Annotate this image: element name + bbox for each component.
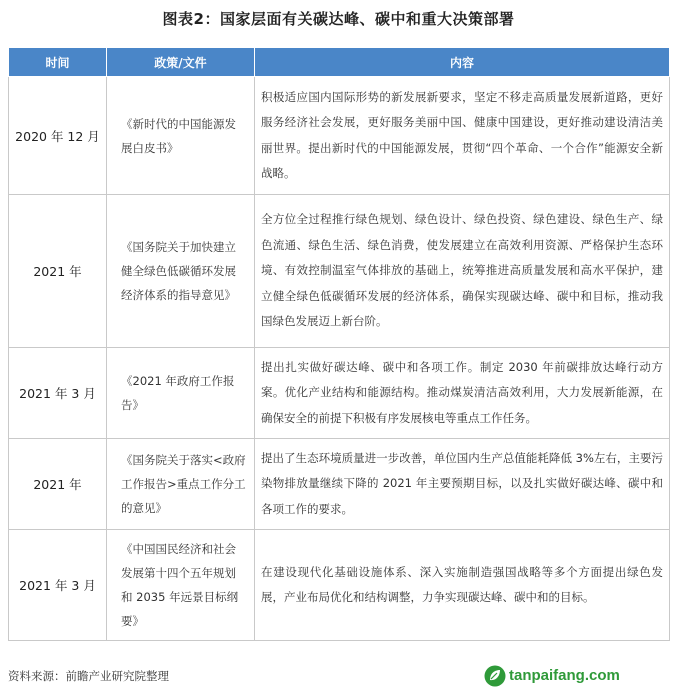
table-row: [9, 530, 670, 641]
cell-content: 积极适应国内国际形势的新发展新要求，坚定不移走高质量发展新道路，更好服务经济社会发展，更好服务美丽中国、健康中国建设，更好推动建设清洁美丽世界。提出新时代的中国能源发展，贯彻“四个革命、一个合作”能源安全新战略。: [255, 77, 670, 195]
source-note: 资料来源：前瞻产业研究院整理: [8, 669, 169, 683]
column-header-content: 内容: [255, 48, 670, 77]
column-header-time: 时间: [9, 48, 107, 77]
cell-time: 2020 年 12 月: [9, 77, 107, 195]
green-leaf-icon: [484, 665, 506, 687]
cell-content: 在建设现代化基础设施体系、深入实施制造强国战略等多个方面提出绿色发展，产业布局优化和结构调整，力争实现碳达峰、碳中和的目标。: [255, 530, 670, 641]
table-row: [9, 195, 670, 348]
cell-time: 2021 年: [9, 439, 107, 530]
policy-table: [8, 47, 670, 641]
cell-content: 全方位全过程推行绿色规划、绿色设计、绿色投资、绿色建设、绿色生产、绿色流通、绿色生活、绿色消费，使发展建立在高效利用资源、严格保护生态环境、有效控制温室气体排放的基础上，统筹推进高质量发展和高水平保护，建立健全绿色低碳循环发展的经济体系，确保实现碳达峰、碳中和目标，推动我国绿色发展迈上新台阶。: [255, 195, 670, 348]
cell-document: 《国务院关于落实<政府工作报告>重点工作分工的意见》: [107, 439, 255, 530]
cell-time: 2021 年: [9, 195, 107, 348]
page-title: 图表2：国家层面有关碳达峰、碳中和重大决策部署: [162, 10, 515, 28]
cell-document: 《2021 年政府工作报告》: [107, 348, 255, 439]
cell-content: 提出扎实做好碳达峰、碳中和各项工作。制定 2030 年前碳排放达峰行动方案。优化产业结构和能源结构。推动煤炭清洁高效利用，大力发展新能源，在确保安全的前提下积极有序发展核电等重点工作任务。: [255, 348, 670, 439]
table-header-row: [9, 48, 670, 77]
site-logo[interactable]: [484, 664, 674, 692]
cell-document: 《中国国民经济和社会发展第十四个五年规划和 2035 年远景目标纲要》: [107, 530, 255, 641]
logo-text: tanpaifang.com: [509, 667, 620, 684]
cell-content: 提出了生态环境质量进一步改善，单位国内生产总值能耗降低 3%左右，主要污染物排放量继续下降的 2021 年主要预期目标，以及扎实做好碳达峰、碳中和各项工作的要求。: [255, 439, 670, 530]
cell-document: 《新时代的中国能源发展白皮书》: [107, 77, 255, 195]
cell-time: 2021 年 3 月: [9, 530, 107, 641]
cell-document: 《国务院关于加快建立健全绿色低碳循环发展经济体系的指导意见》: [107, 195, 255, 348]
table-row: [9, 77, 670, 195]
table-row: [9, 348, 670, 439]
table-row: [9, 439, 670, 530]
cell-time: 2021 年 3 月: [9, 348, 107, 439]
column-header-document: 政策/文件: [107, 48, 255, 77]
